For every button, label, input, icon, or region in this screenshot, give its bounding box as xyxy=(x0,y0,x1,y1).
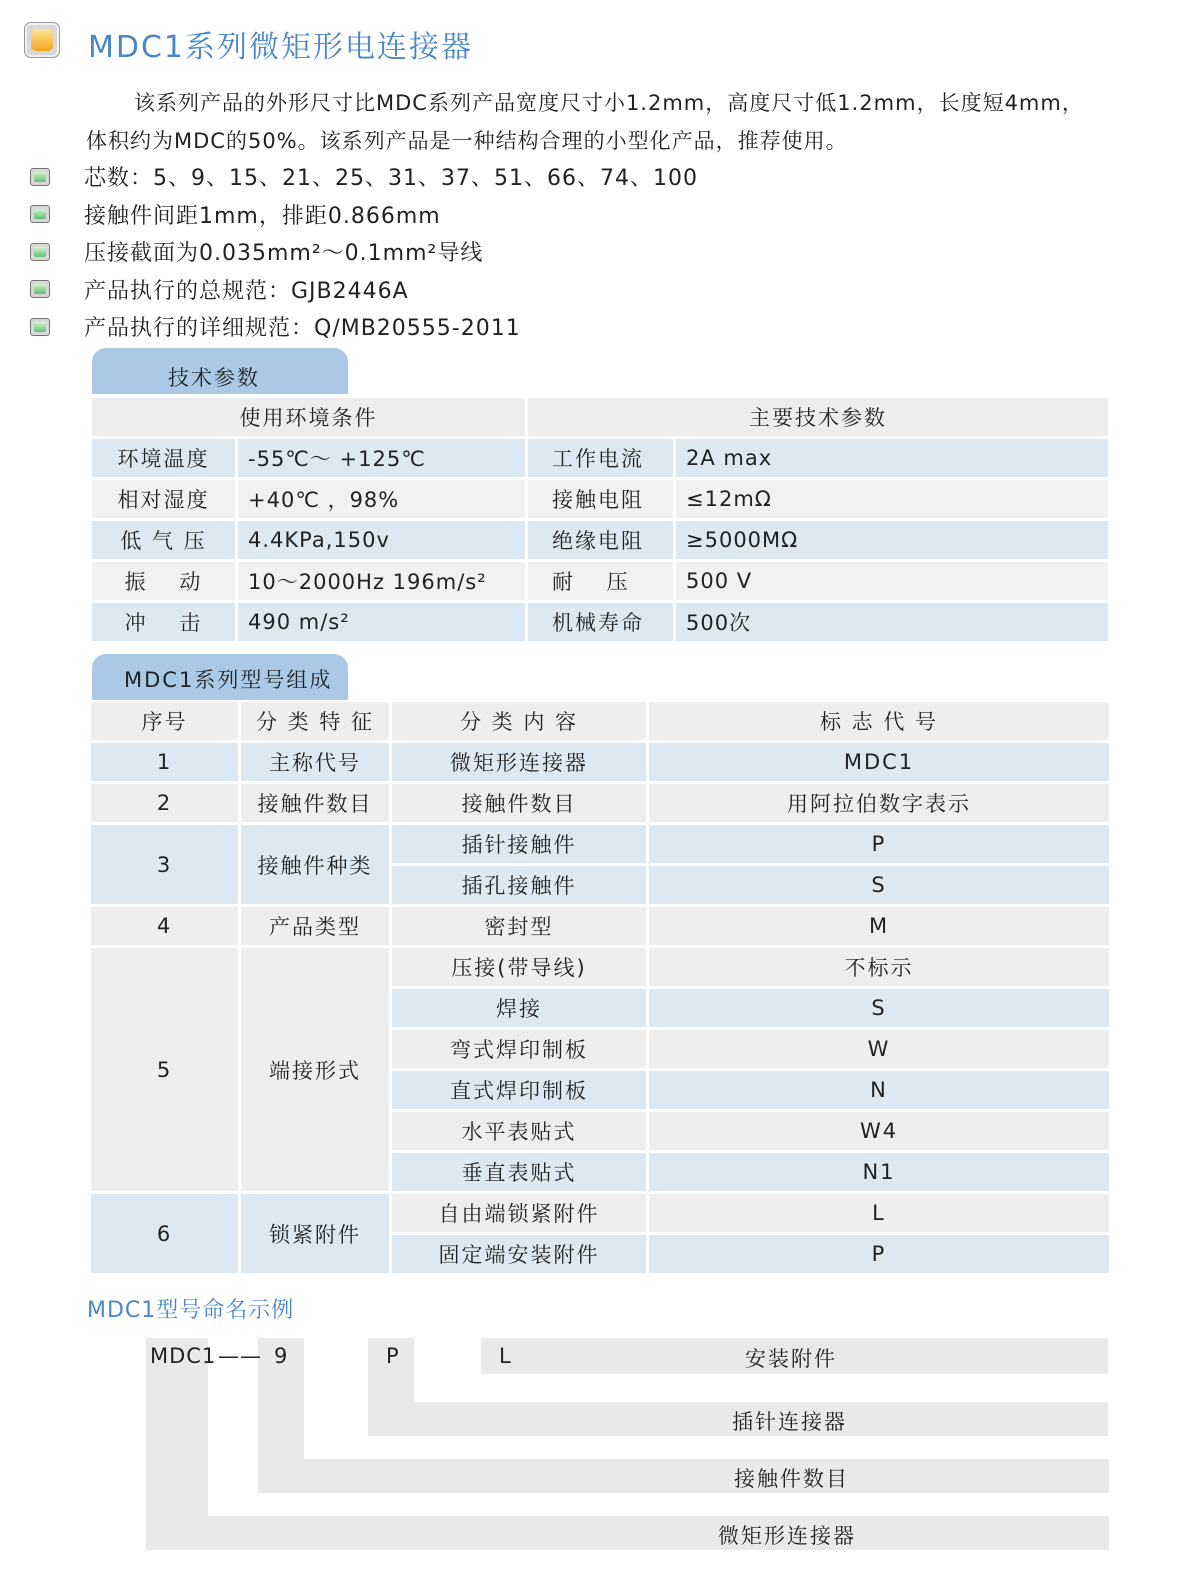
table-row: 振 动 10～2000Hz 196m/s² 耐 压 500 V xyxy=(92,562,1108,600)
feature-list xyxy=(30,158,698,346)
table-row: 3 接触件种类 插针接触件 P xyxy=(91,825,1109,863)
table-row: 弯式焊印制板 W xyxy=(91,1030,1109,1068)
code-part-count: 9 xyxy=(274,1344,289,1368)
bullet-icon xyxy=(30,318,50,336)
page-title: MDC1系列微矩形电连接器 xyxy=(88,30,474,65)
explanation-row: L 安装附件 xyxy=(481,1338,1108,1374)
table-row: 相对湿度 +40℃ ，98% 接触电阻 ≤12mΩ xyxy=(92,480,1108,518)
env-header: 使用环境条件 xyxy=(92,398,525,436)
code-part-dash: —— xyxy=(218,1344,262,1368)
table-row: 固定端安装附件 P xyxy=(91,1235,1109,1273)
bullet-icon xyxy=(30,280,50,298)
bullet-icon xyxy=(30,168,50,186)
explanation-row: 插针连接器 xyxy=(368,1402,1108,1436)
bullet-icon xyxy=(30,205,50,223)
main-header: 主要技术参数 xyxy=(528,398,1108,436)
table-row: 焊接 S xyxy=(91,989,1109,1027)
feature-item: 产品执行的总规范：GJB2446A xyxy=(30,271,698,309)
table-row: 直式焊印制板 N xyxy=(91,1071,1109,1109)
explanation-row: 接触件数目 xyxy=(258,1459,1109,1493)
code-part-mdc1: MDC1 xyxy=(150,1344,217,1368)
table-row: 水平表贴式 W4 xyxy=(91,1112,1109,1150)
explanation-row: 微矩形连接器 xyxy=(146,1516,1109,1550)
bullet-icon xyxy=(30,243,50,261)
intro-text xyxy=(86,84,1146,160)
table-row: 2 接触件数目 接触件数目 用阿拉伯数字表示 xyxy=(91,784,1109,822)
model-composition-tab: MDC1系列型号组成 xyxy=(92,654,348,700)
tech-params-table xyxy=(89,395,1111,644)
feature-item: 芯数：5、9、15、21、25、31、37、51、66、74、100 xyxy=(30,158,698,196)
feature-item: 接触件间距1mm，排距0.866mm xyxy=(30,196,698,234)
intro-line-1: 该系列产品的外形尺寸比MDC系列产品宽度尺寸小1.2mm，高度尺寸低1.2mm，长度短4mm， xyxy=(134,91,1084,115)
table-row: 1 主称代号 微矩形连接器 MDC1 xyxy=(91,743,1109,781)
table-row: 6 锁紧附件 自由端锁紧附件 L xyxy=(91,1194,1109,1232)
table-row: 4 产品类型 密封型 M xyxy=(91,907,1109,945)
feature-item: 产品执行的详细规范：Q/MB20555-2011 xyxy=(30,308,698,346)
model-composition-table xyxy=(88,699,1112,1276)
table-header-row: 序号 分 类 特 征 分 类 内 容 标 志 代 号 xyxy=(91,702,1109,740)
table-row: 冲 击 490 m/s² 机械寿命 500次 xyxy=(92,603,1108,641)
table-row: 垂直表贴式 N1 xyxy=(91,1153,1109,1191)
title-icon xyxy=(24,22,60,58)
tech-params-tab: 技术参数 xyxy=(92,348,348,394)
code-part-accessory: L xyxy=(499,1344,513,1368)
code-part-contact: P xyxy=(386,1344,400,1368)
table-row: 插孔接触件 S xyxy=(91,866,1109,904)
table-row: 5 端接形式 压接(带导线) 不标示 xyxy=(91,948,1109,986)
example-title: MDC1型号命名示例 xyxy=(87,1298,295,1323)
feature-item: 压接截面为0.035mm²～0.1mm²导线 xyxy=(30,233,698,271)
intro-line-2: 体积约为MDC的50%。该系列产品是一种结构合理的小型化产品，推荐使用。 xyxy=(86,129,848,153)
table-row: 环境温度 -55℃～ +125℃ 工作电流 2A max xyxy=(92,439,1108,477)
table-row: 低 气 压 4.4KPa,150v 绝缘电阻 ≥5000MΩ xyxy=(92,521,1108,559)
table-header-row xyxy=(92,398,1108,436)
